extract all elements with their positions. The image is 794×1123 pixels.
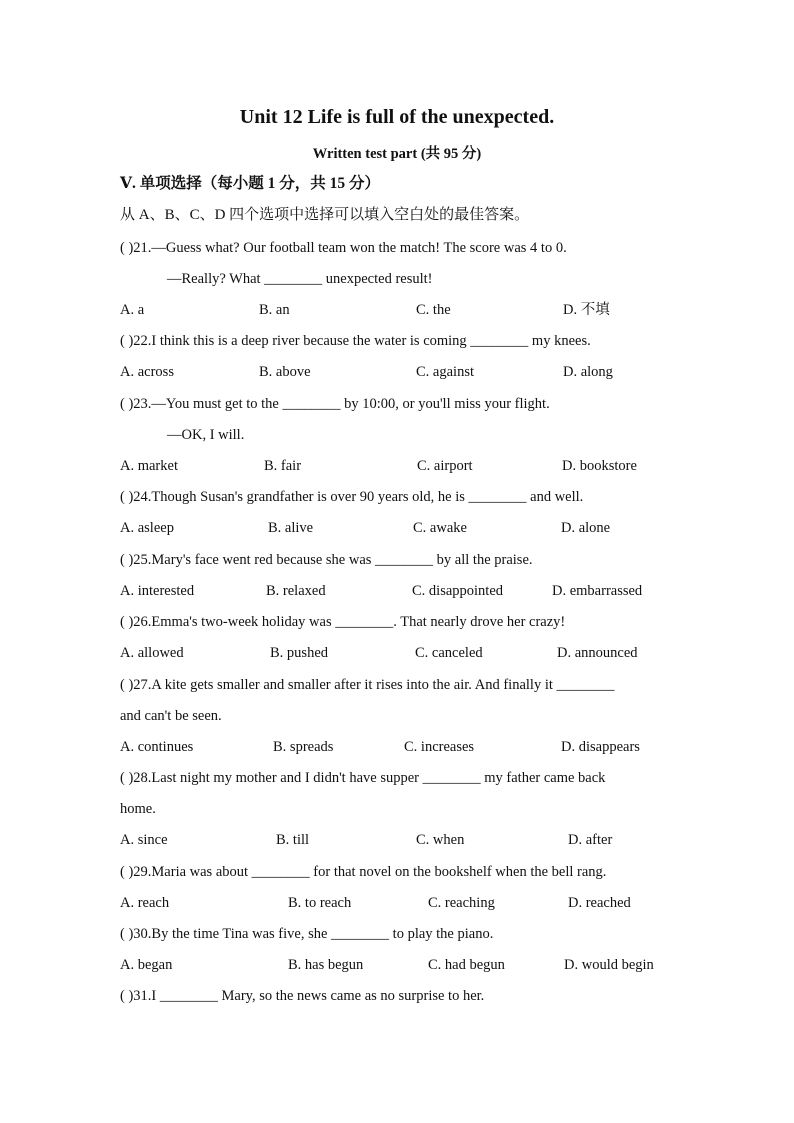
question-29-option-c: C. reaching	[428, 895, 495, 911]
question-21-continuation: —Really? What ________ unexpected result!	[167, 271, 433, 287]
question-21-option-d: D. 不填	[563, 302, 610, 318]
question-30-option-d: D. would begin	[564, 957, 654, 973]
question-27-option-a: A. continues	[120, 739, 194, 755]
question-29-stem: ( )29.Maria was about ________ for that novel on the bookshelf when the bell rang.	[120, 864, 607, 880]
page-subtitle: Written test part (共 95 分)	[312, 146, 482, 162]
question-28-option-b: B. till	[276, 832, 310, 848]
question-22-stem: ( )22.I think this is a deep river because the water is coming ________ my knees.	[120, 333, 591, 349]
question-22-option-a: A. across	[120, 364, 174, 380]
question-30-option-b: B. has begun	[288, 957, 364, 973]
question-21-stem: ( )21.—Guess what? Our football team won the match! The score was 4 to 0.	[120, 240, 567, 256]
question-30-stem: ( )30.By the time Tina was five, she ________ to play the piano.	[120, 926, 494, 942]
question-26-option-a: A. allowed	[120, 645, 184, 661]
question-28-option-d: D. after	[568, 832, 613, 848]
question-24-option-c: C. awake	[413, 520, 467, 536]
question-29-option-d: D. reached	[568, 895, 631, 911]
question-28-continuation: home.	[120, 801, 156, 817]
question-27-option-c: C. increases	[404, 739, 475, 755]
question-24-option-d: D. alone	[561, 520, 611, 536]
question-22-option-d: D. along	[563, 364, 613, 380]
question-31-stem: ( )31.I ________ Mary, so the news came as no surprise to her.	[120, 988, 485, 1004]
question-29-option-a: A. reach	[120, 895, 170, 911]
question-29-option-b: B. to reach	[288, 895, 352, 911]
question-25-option-c: C. disappointed	[412, 583, 504, 599]
question-30-option-a: A. began	[120, 957, 173, 973]
question-26-option-b: B. pushed	[270, 645, 328, 661]
question-27-option-b: B. spreads	[273, 739, 334, 755]
question-24-option-b: B. alive	[268, 520, 314, 536]
question-25-option-b: B. relaxed	[266, 583, 326, 599]
question-21-option-a: A. a	[120, 302, 145, 318]
question-28-stem: ( )28.Last night my mother and I didn't have supper ________ my father came back	[120, 770, 606, 786]
question-25-stem: ( )25.Mary's face went red because she was ________ by all the praise.	[120, 552, 533, 568]
section-heading: Ⅴ. 单项选择（每小题 1 分，共 15 分）	[120, 175, 381, 192]
instruction-text: 从 A、B、C、D 四个选项中选择可以填入空白处的最佳答案。	[120, 207, 530, 223]
question-21-option-c: C. the	[416, 302, 451, 318]
question-27-stem: ( )27.A kite gets smaller and smaller after it rises into the air. And finally it ________	[120, 677, 615, 693]
question-23-stem: ( )23.—You must get to the ________ by 10:00, or you'll miss your flight.	[120, 396, 550, 412]
question-25-option-a: A. interested	[120, 583, 195, 599]
question-26-option-d: D. announced	[557, 645, 638, 661]
question-22-option-c: C. against	[416, 364, 474, 380]
question-26-stem: ( )26.Emma's two-week holiday was ________. That nearly drove her crazy!	[120, 614, 566, 630]
question-24-option-a: A. asleep	[120, 520, 174, 536]
question-25-option-d: D. embarrassed	[552, 583, 643, 599]
question-26-option-c: C. canceled	[415, 645, 483, 661]
question-28-option-a: A. since	[120, 832, 168, 848]
question-27-continuation: and can't be seen.	[120, 708, 222, 724]
question-23-continuation: —OK, I will.	[167, 427, 245, 443]
question-23-option-b: B. fair	[264, 458, 302, 474]
question-23-option-c: C. airport	[417, 458, 473, 474]
question-21-option-b: B. an	[259, 302, 290, 318]
question-23-option-a: A. market	[120, 458, 178, 474]
question-22-option-b: B. above	[259, 364, 311, 380]
question-27-option-d: D. disappears	[561, 739, 640, 755]
question-23-option-d: D. bookstore	[562, 458, 637, 474]
question-28-option-c: C. when	[416, 832, 465, 848]
page-title: Unit 12 Life is full of the unexpected.	[239, 106, 555, 128]
question-24-stem: ( )24.Though Susan's grandfather is over 90 years old, he is ________ and well.	[120, 489, 584, 505]
question-30-option-c: C. had begun	[428, 957, 505, 973]
